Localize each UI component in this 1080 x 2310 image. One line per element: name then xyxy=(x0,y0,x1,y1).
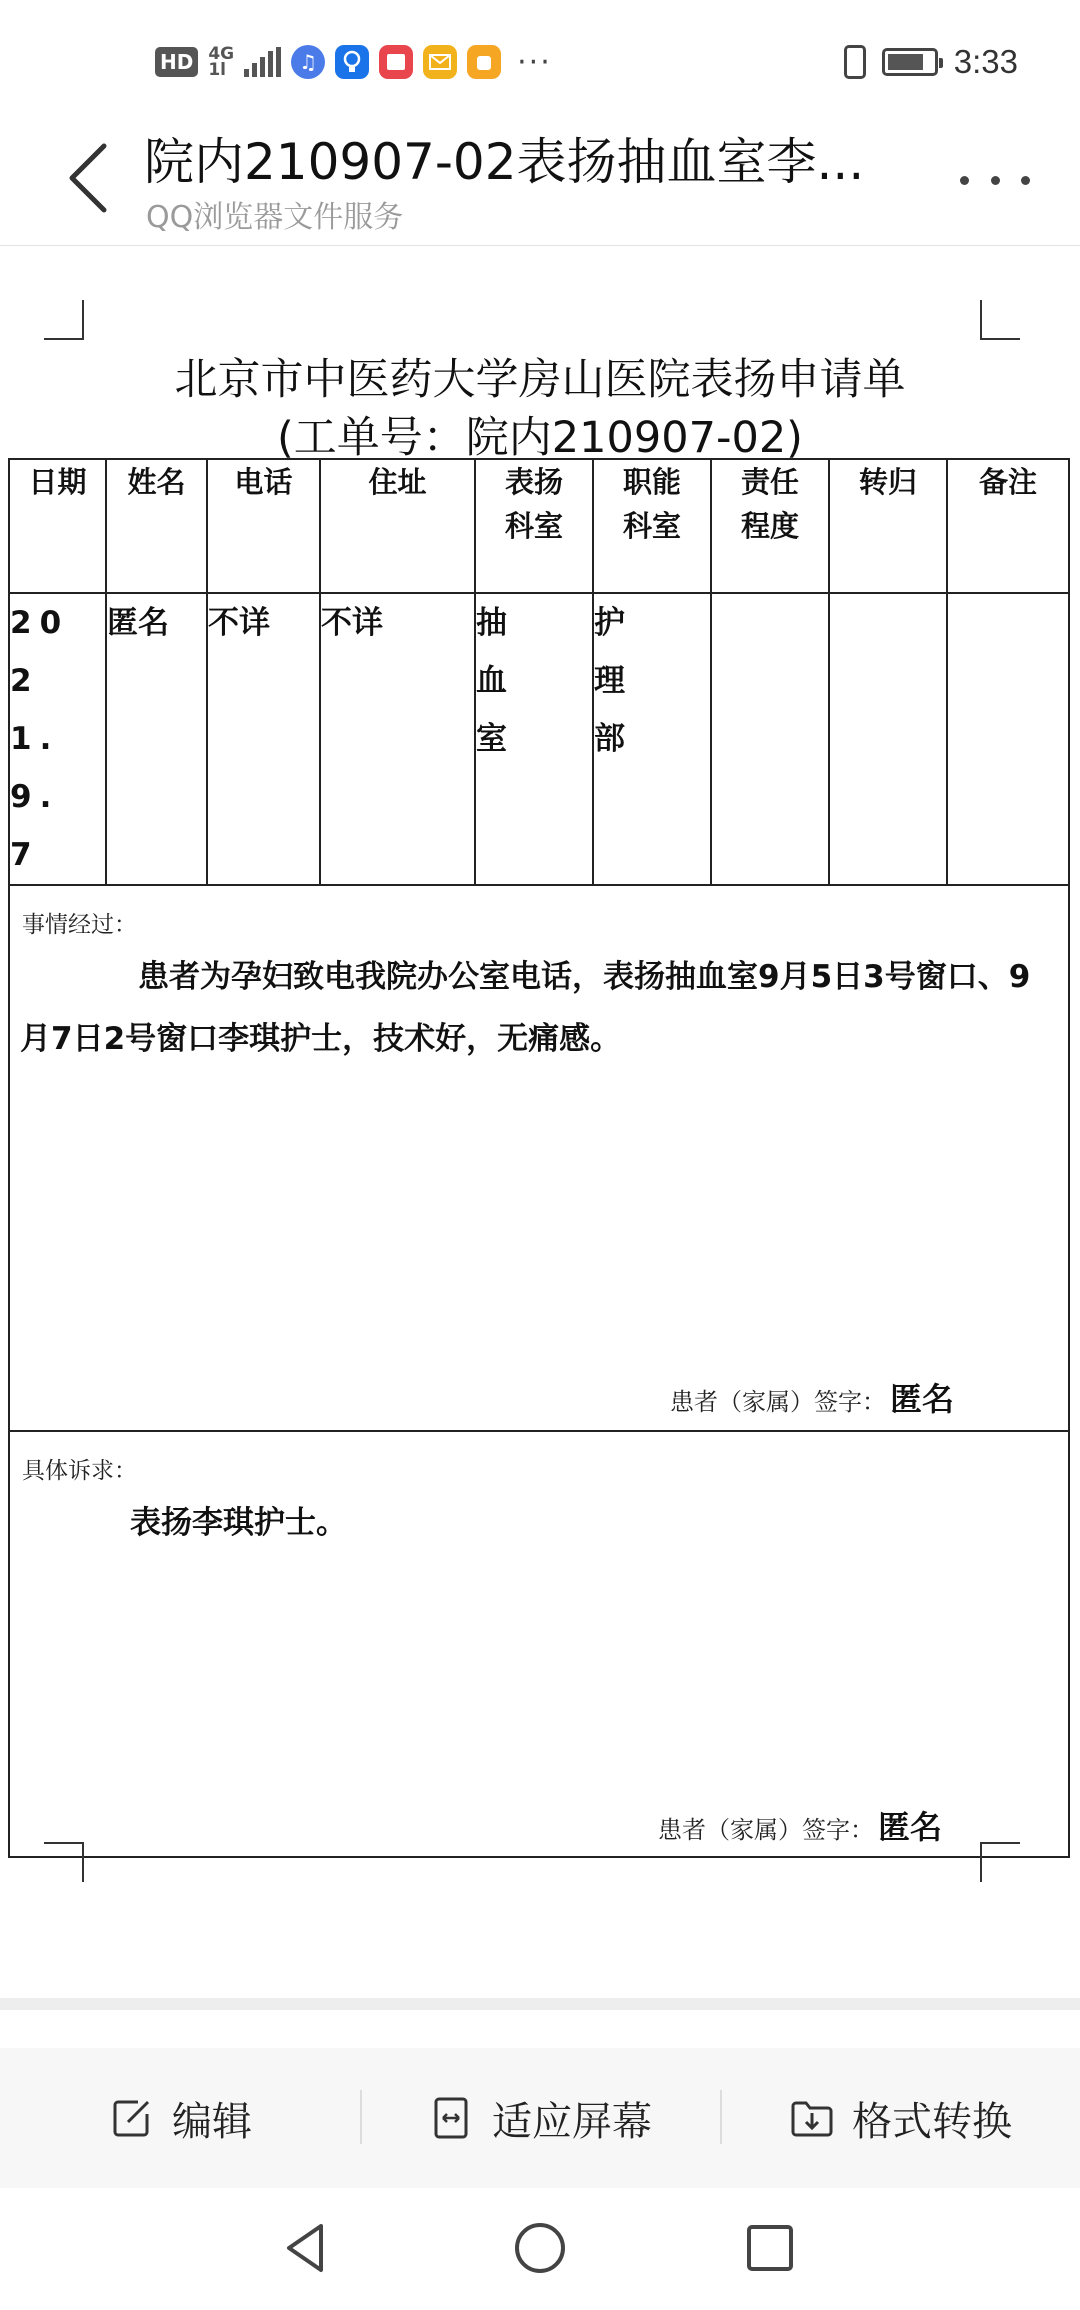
page-subtitle: QQ浏览器文件服务 xyxy=(146,200,404,235)
cell-address: 不详 xyxy=(320,593,475,885)
book-app-icon xyxy=(379,45,413,79)
nav-home-icon[interactable] xyxy=(510,2218,570,2278)
signal-strength-icon xyxy=(244,47,281,77)
incident-section xyxy=(9,885,1069,1431)
request-section xyxy=(9,1431,1069,1857)
nav-back-icon[interactable] xyxy=(277,2218,337,2278)
folder-download-icon xyxy=(788,2094,836,2142)
document-viewer[interactable] xyxy=(0,246,1080,2000)
status-bar xyxy=(0,0,1080,110)
cell-date: 2021.9.7 xyxy=(9,593,106,885)
incident-label: 事情经过： xyxy=(22,912,137,938)
system-navigation-bar xyxy=(0,2188,1080,2310)
table-row xyxy=(9,593,1069,885)
incident-text: 患者为孕妇致电我院办公室电话，表扬抽血室9月5日3号窗口、9月7日2号窗口李琪护士，技术好，无痛感。 xyxy=(20,959,1031,1057)
header-phone: 电话 xyxy=(207,459,320,593)
clock: 3:33 xyxy=(953,43,1018,80)
cup-app-icon xyxy=(467,45,501,79)
header-address: 住址 xyxy=(320,459,475,593)
request-signature: 患者（家属）签字： 匿名 xyxy=(658,1808,943,1846)
header-date: 日期 xyxy=(9,459,106,593)
header-responsibility: 责任 程度 xyxy=(711,459,829,593)
bulb-app-icon xyxy=(335,45,369,79)
mail-app-icon xyxy=(423,45,457,79)
more-notifications-icon: ··· xyxy=(517,44,552,80)
work-order-number: (工单号：院内210907-02) xyxy=(277,413,803,463)
crop-mark-bottom-right xyxy=(980,1842,1020,1882)
network-indicator: 4G 1l xyxy=(208,44,235,80)
header-functional-dept: 职能 科室 xyxy=(593,459,711,593)
cell-responsibility xyxy=(711,593,829,885)
cell-phone: 不详 xyxy=(207,593,320,885)
fit-screen-button[interactable] xyxy=(360,2048,720,2188)
hd-indicator: HD xyxy=(155,47,198,77)
battery-icon xyxy=(882,48,938,76)
edit-label: 编辑 xyxy=(172,2098,252,2145)
separator xyxy=(0,1998,1080,2010)
header-name: 姓名 xyxy=(106,459,207,593)
bottom-toolbar xyxy=(0,2048,1080,2188)
page-title: 院内210907-02表扬抽血室李... xyxy=(144,133,865,191)
crop-mark-top-left xyxy=(44,300,84,340)
edit-button[interactable] xyxy=(0,2048,360,2188)
request-label: 具体诉求： xyxy=(22,1458,137,1484)
chevron-left-icon xyxy=(60,138,120,218)
header-praised-dept: 表扬 科室 xyxy=(475,459,593,593)
cell-praised-dept: 抽血室 xyxy=(475,593,593,885)
more-options-button[interactable] xyxy=(960,165,1030,195)
header-remarks: 备注 xyxy=(947,459,1069,593)
music-app-icon: ♫ xyxy=(291,45,325,79)
fit-screen-label: 适应屏幕 xyxy=(492,2098,652,2145)
incident-signature: 患者（家属）签字： 匿名 xyxy=(670,1380,955,1418)
back-button[interactable] xyxy=(60,138,120,218)
cell-functional-dept: 护理部 xyxy=(593,593,711,885)
cell-remarks xyxy=(947,593,1069,885)
form-title: 北京市中医药大学房山医院表扬申请单 xyxy=(174,355,906,405)
fit-screen-icon xyxy=(428,2094,476,2142)
header-referral: 转归 xyxy=(829,459,947,593)
request-text: 表扬李琪护士。 xyxy=(130,1505,347,1541)
dot-icon xyxy=(991,176,1000,185)
cell-referral xyxy=(829,593,947,885)
cell-name: 匿名 xyxy=(106,593,207,885)
edit-icon xyxy=(108,2094,156,2142)
app-header xyxy=(0,110,1080,246)
vibrate-icon xyxy=(844,45,866,79)
convert-format-button[interactable] xyxy=(720,2048,1080,2188)
praise-form-table xyxy=(8,458,1070,1858)
dot-icon xyxy=(1021,176,1030,185)
convert-format-label: 格式转换 xyxy=(852,2098,1012,2145)
dot-icon xyxy=(960,176,969,185)
crop-mark-top-right xyxy=(980,300,1020,340)
table-header-row xyxy=(9,459,1069,593)
nav-recents-icon[interactable] xyxy=(740,2218,800,2278)
crop-mark-bottom-left xyxy=(44,1842,84,1882)
